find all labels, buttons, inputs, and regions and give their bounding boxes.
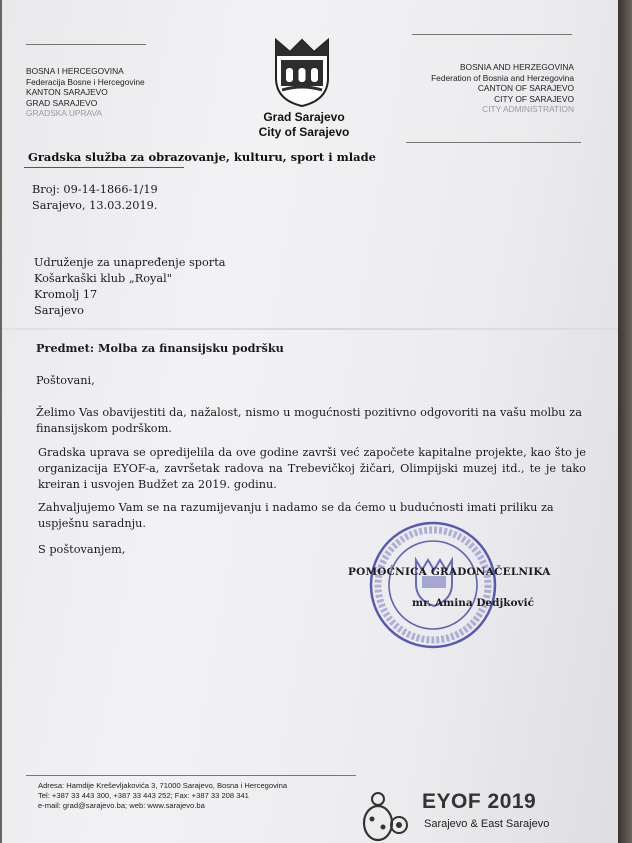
city-name-local: Grad Sarajevo (263, 110, 345, 124)
paragraph: Želimo Vas obavijestiti da, nažalost, nismo u mogućnosti pozitivno odgovoriti na vašu molbu za finansijskom podrškom. (36, 406, 582, 435)
header-left-block (26, 66, 145, 119)
header-right-block (431, 62, 574, 115)
paragraph: Gradska uprava se opredijelila da ove godine završi već započete kapitalne projekte, kao što je organizacija EYOF-a, završetak radova na Trebevičkoj žičari, Olimpijski muzej itd., te je tako kreiran i usvojen Budžet za 2019. godinu. (38, 446, 586, 491)
recipient-line: Košarkaški klub „Royal" (34, 272, 172, 285)
header-left-line: BOSNA I HERCEGOVINA (26, 66, 124, 76)
signatory-name: mr. Amina Dedjković (412, 597, 535, 609)
service-name: Gradska služba za obrazovanje, kulturu, sport i mlade (28, 150, 376, 164)
recipient-line: Kromolj 17 (34, 288, 98, 301)
closing: S poštovanjem, (38, 543, 126, 556)
header-right-line: CITY ADMINISTRATION (482, 104, 574, 114)
footer-email: e-mail: grad@sarajevo.ba; web: www.sarajevo.ba (38, 801, 205, 810)
paragraph: Zahvaljujemo Vam se na razumijevanju i nadamo se da ćemo u budućnosti imati priliku za uspješnu saradnju. (38, 501, 554, 530)
greeting: Poštovani, (36, 374, 95, 387)
header-left-line: KANTON SARAJEVO (26, 87, 108, 97)
header-right-line: CANTON OF SARAJEVO (477, 83, 574, 93)
background-edge (618, 0, 632, 843)
official-stamp-icon (368, 520, 498, 650)
footer-address: Adresa: Hamdije Kreševljakovića 3, 71000 Sarajevo, Bosna i Hercegovina (38, 781, 288, 790)
event-title: EYOF 2019 (422, 790, 537, 813)
place-date: Sarajevo, 13.03.2019. (32, 199, 158, 212)
header-right-line: BOSNIA AND HERZEGOVINA (459, 62, 574, 72)
reference-block (32, 182, 158, 214)
header-rule-right (412, 34, 572, 35)
event-subtitle: Sarajevo & East Sarajevo (424, 818, 550, 830)
footer-contacts (38, 781, 287, 811)
paper-fold (2, 328, 618, 330)
header-right-line: Federation of Bosnia and Herzegovina (431, 72, 574, 83)
subject-line: Predmet: Molba za finansijsku podršku (36, 341, 284, 355)
footer-phone: Tel: +387 33 443 300, +387 33 443 252; Fax: +387 33 208 341 (38, 791, 249, 800)
eyof-mascot-logo-icon (350, 785, 412, 843)
header-left-line: GRADSKA UPRAVA (26, 108, 103, 118)
header-left-line: GRAD SARAJEVO (26, 97, 98, 108)
header-right-line: CITY OF SARAJEVO (494, 93, 574, 104)
header-rule-left (26, 44, 146, 45)
city-title (234, 110, 374, 140)
header-rule-right-lower (406, 142, 581, 143)
footer-rule (26, 775, 356, 776)
signatory-title: POMOĆNICA GRADONAČELNIKA (348, 566, 551, 578)
recipient-line: Udruženje za unapređenje sporta (34, 256, 226, 269)
recipient-line: Sarajevo (34, 304, 84, 317)
service-rule (24, 167, 184, 168)
reference-number: Broj: 09-14-1866-1/19 (32, 183, 158, 196)
city-crest-icon (272, 38, 332, 108)
recipient-block (34, 255, 225, 319)
city-name-en: City of Sarajevo (258, 125, 350, 139)
header-left-line: Federacija Bosne i Hercegovine (26, 76, 145, 87)
letter-page (2, 0, 618, 843)
